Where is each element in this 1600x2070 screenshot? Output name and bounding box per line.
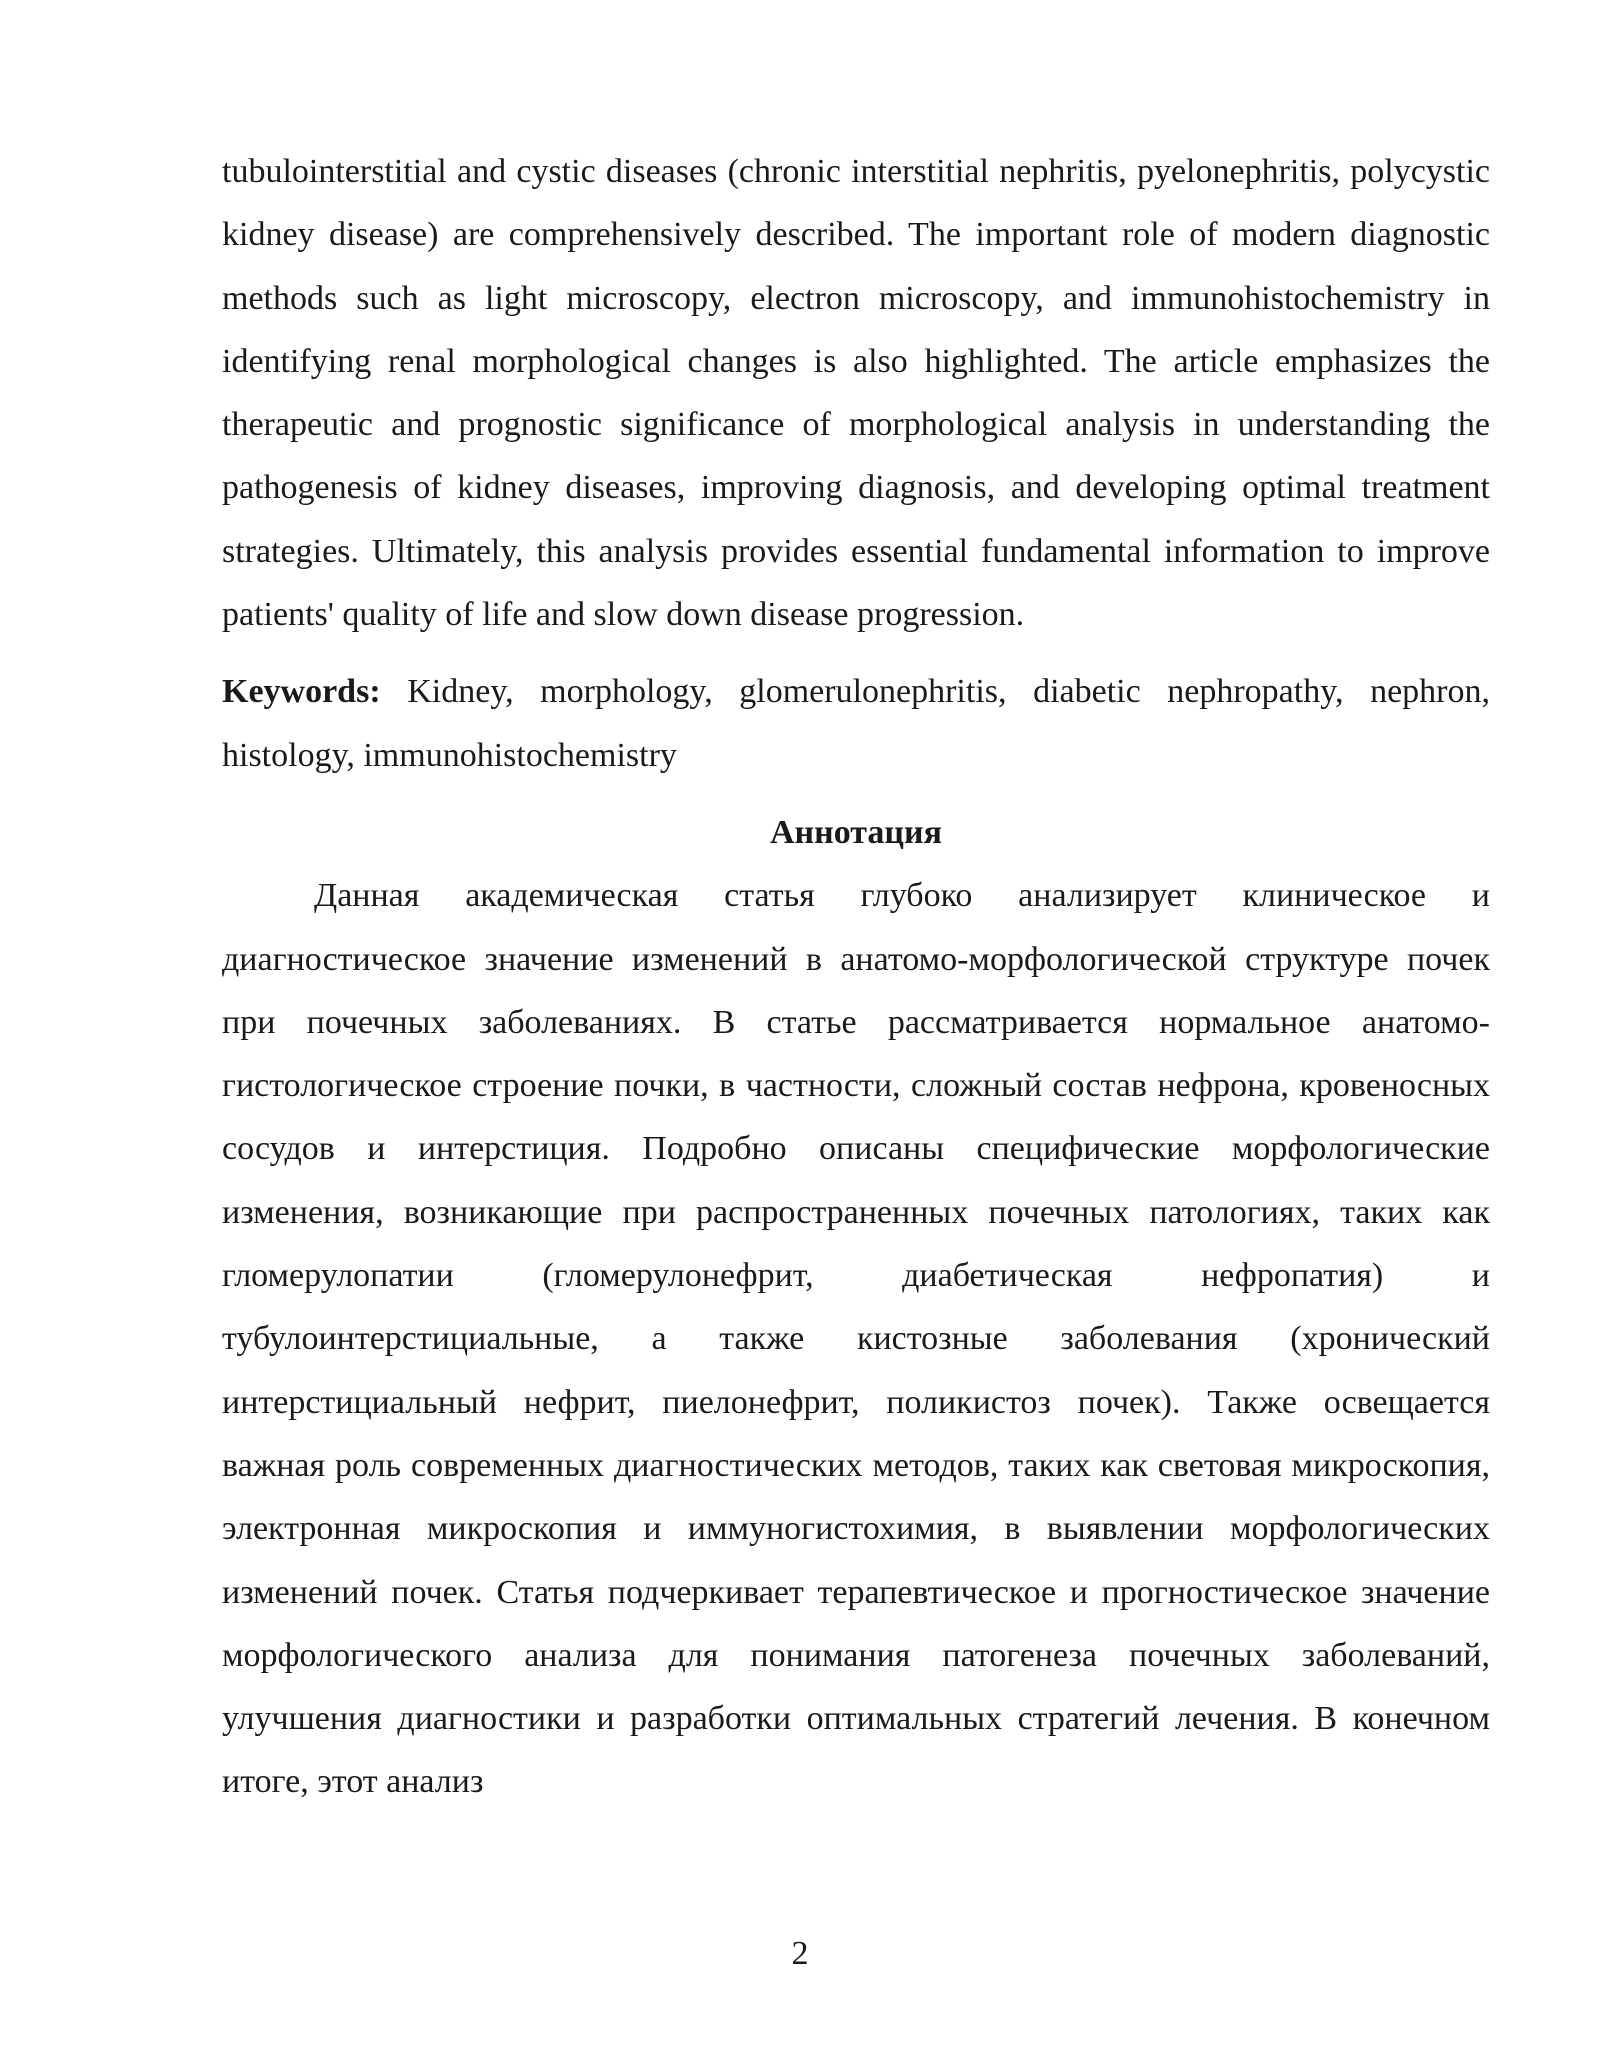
keywords-paragraph: [222, 660, 1490, 787]
page-number: 2: [791, 1935, 809, 1972]
annotation-heading: Аннотация: [770, 813, 942, 851]
keywords-text: Kidney, morphology, glomerulonephritis, diabetic nephropathy, nephron, histology, immunohistochemistry: [222, 673, 1490, 774]
abstract-ru-paragraph: Данная академическая статья глубоко анализирует клиническое и диагностическое значение изменений в анатомо-морфологической структуре почек при почечных заболеваниях. В статье рассматривается нормальное анатомо-гистологическое строение почки, в частности, сложный состав нефрона, кровеносных сосудов и интерстиция. Подробно описаны специфические морфологические изменения, возникающие при распространенных почечных патологиях, таких как гломерулопатии (гломерулонефрит, диабетическая нефропатия) и тубулоинтерстициальные, а также кистозные заболевания (хронический интерстициальный нефрит, пиелонефрит, поликистоз почек). Также освещается важная роль современных диагностических методов, таких как световая микроскопия, электронная микроскопия и иммуногистохимия, в выявлении морфологических изменений почек. Статья подчеркивает терапевтическое и прогностическое значение морфологического анализа для понимания патогенеза почечных заболеваний, улучшения диагностики и разработки оптимальных стратегий лечения. В конечном итоге, этот анализ: [222, 877, 1490, 1801]
document-page: [222, 140, 1490, 1814]
abstract-en-continuation: tubulointerstitial and cystic diseases (chronic interstitial nephritis, pyelonephritis, polycystic kidney disease) are comprehensively described. The important role of modern diagnostic methods such as light microscopy, electron microscopy, and immunohistochemistry in identifying renal morphological changes is also highlighted. The article emphasizes the therapeutic and prognostic significance of morphological analysis in understanding the pathogenesis of kidney diseases, improving diagnosis, and developing optimal treatment strategies. Ultimately, this analysis provides essential fundamental information to improve patients' quality of life and slow down disease progression.: [222, 153, 1490, 634]
keywords-label: Keywords:: [222, 673, 381, 711]
